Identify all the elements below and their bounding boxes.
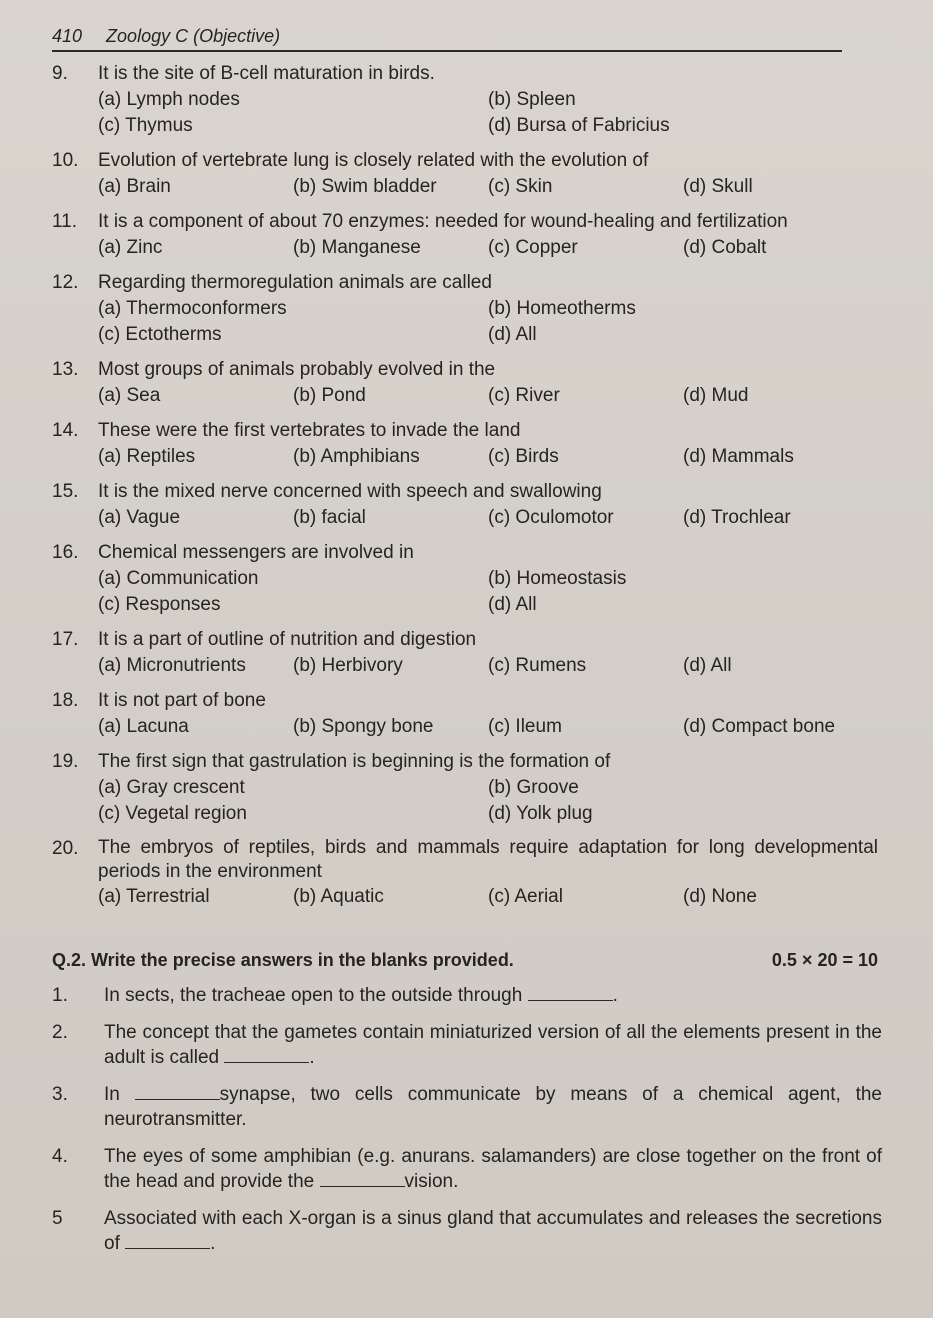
question-number: 9. — [52, 63, 68, 84]
option: (b) Homeostasis — [488, 568, 627, 589]
option: (b) Groove — [488, 777, 579, 798]
question-stem — [52, 209, 885, 235]
question-number: 17. — [52, 629, 79, 650]
question-text: The embryos of reptiles, birds and mammals require adaptation for long developmental periods in the environment — [98, 837, 878, 882]
question-stem — [52, 540, 885, 566]
answer-blank[interactable] — [125, 1234, 210, 1249]
question-number: 18. — [52, 690, 79, 711]
blank-text-before: The concept that the gametes contain miniaturized version of all the elements present in the adult is called — [104, 1022, 882, 1068]
section-q2-heading — [52, 950, 878, 971]
book-title: Zoology C (Objective) — [106, 26, 281, 46]
option: (d) Compact bone — [683, 716, 836, 737]
option: (a) Gray crescent — [98, 777, 245, 798]
option: (d) Mammals — [683, 446, 794, 467]
option: (c) River — [488, 385, 560, 406]
option: (b) facial — [293, 507, 366, 528]
blank-text-after: . — [309, 1047, 315, 1068]
blank-text — [104, 983, 882, 1008]
question-text: It is not part of bone — [98, 690, 266, 711]
question-text: It is a part of outline of nutrition and digestion — [98, 629, 477, 650]
options-list — [52, 383, 885, 409]
options-list — [52, 505, 885, 531]
option: (d) Mud — [683, 385, 749, 406]
option: (c) Skin — [488, 176, 553, 197]
options-list — [52, 566, 885, 618]
question-stem — [52, 61, 885, 87]
option: (a) Zinc — [98, 237, 163, 258]
option: (d) All — [683, 655, 732, 676]
question-number: 10. — [52, 150, 79, 171]
mcq-item — [52, 209, 885, 261]
question-text: Evolution of vertebrate lung is closely related with the evolution of — [98, 150, 649, 171]
option: (c) Ectotherms — [98, 324, 222, 345]
option: (b) Manganese — [293, 237, 421, 258]
question-stem — [52, 479, 885, 505]
question-stem — [52, 418, 885, 444]
page-header — [52, 26, 842, 52]
option: (b) Homeotherms — [488, 298, 636, 319]
question-text: Regarding thermoregulation animals are called — [98, 272, 492, 293]
mcq-item — [52, 479, 885, 531]
options-list — [52, 174, 885, 200]
option: (b) Spleen — [488, 89, 576, 110]
question-text: These were the first vertebrates to invade the land — [98, 420, 521, 441]
blank-text — [104, 1020, 882, 1070]
question-number: 19. — [52, 751, 79, 772]
option: (a) Thermoconformers — [98, 298, 287, 319]
blank-text-after: . — [612, 985, 618, 1006]
question-number: 16. — [52, 542, 79, 563]
mcq-item — [52, 270, 885, 348]
option: (a) Terrestrial — [98, 886, 210, 907]
mcq-item — [52, 540, 885, 618]
page-number: 410 — [52, 26, 83, 46]
answer-blank[interactable] — [224, 1048, 309, 1063]
question-text: It is the mixed nerve concerned with speech and swallowing — [98, 481, 602, 502]
question-stem — [52, 627, 885, 653]
mcq-item — [52, 148, 885, 200]
option: (d) Trochlear — [683, 507, 791, 528]
question-stem — [52, 749, 885, 775]
option: (a) Micronutrients — [98, 655, 246, 676]
option: (c) Thymus — [98, 115, 193, 136]
option: (a) Brain — [98, 176, 171, 197]
q2-title: Q.2. Write the precise answers in the blanks provided. — [52, 950, 514, 970]
blank-number: 2. — [52, 1022, 68, 1043]
mcq-item — [52, 418, 885, 470]
mcq-item — [52, 836, 885, 910]
option: (d) All — [488, 594, 537, 615]
options-list — [52, 296, 885, 348]
option: (a) Lacuna — [98, 716, 189, 737]
question-text: It is the site of B-cell maturation in birds. — [98, 63, 435, 84]
option: (b) Swim bladder — [293, 176, 437, 197]
question-number: 20. — [52, 838, 79, 859]
answer-blank[interactable] — [135, 1085, 220, 1100]
options-list — [52, 884, 885, 910]
option: (a) Lymph nodes — [98, 89, 240, 110]
option: (a) Vague — [98, 507, 181, 528]
blank-number: 5 — [52, 1208, 63, 1229]
option: (b) Aquatic — [293, 886, 384, 907]
option: (d) Bursa of Fabricius — [488, 115, 670, 136]
question-number: 12. — [52, 272, 79, 293]
blank-text-after: synapse, two cells communicate by means of a chemical agent, the neurotransmitter. — [104, 1084, 882, 1130]
fill-in-blank-list — [52, 983, 885, 1256]
question-stem — [52, 688, 885, 714]
question-text: It is a component of about 70 enzymes: needed for wound-healing and fertilization — [98, 211, 788, 232]
answer-blank[interactable] — [320, 1172, 405, 1187]
answer-blank[interactable] — [528, 986, 613, 1001]
blank-text — [104, 1082, 882, 1132]
blank-item — [52, 1082, 882, 1132]
question-stem — [52, 836, 885, 884]
blank-item — [52, 1206, 882, 1256]
question-text: Most groups of animals probably evolved in the — [98, 359, 496, 380]
question-stem — [52, 148, 885, 174]
mcq-item — [52, 61, 885, 139]
options-list — [52, 775, 885, 827]
blank-number: 1. — [52, 985, 68, 1006]
q2-marks: 0.5 × 20 = 10 — [771, 950, 878, 970]
question-number: 13. — [52, 359, 79, 380]
options-list — [52, 235, 885, 261]
blank-text-before: The eyes of some amphibian (e.g. anurans. salamanders) are close together on the front of the head and provide the — [104, 1146, 882, 1192]
options-list — [52, 87, 885, 139]
option: (d) Skull — [683, 176, 753, 197]
question-stem — [52, 270, 885, 296]
option: (d) Cobalt — [683, 237, 767, 258]
option: (d) Yolk plug — [488, 803, 593, 824]
question-number: 15. — [52, 481, 79, 502]
option: (b) Amphibians — [293, 446, 420, 467]
blank-number: 3. — [52, 1084, 68, 1105]
option: (c) Birds — [488, 446, 559, 467]
blank-item — [52, 983, 882, 1008]
option: (b) Spongy bone — [293, 716, 434, 737]
option: (c) Vegetal region — [98, 803, 247, 824]
mcq-item — [52, 627, 885, 679]
option: (c) Oculomotor — [488, 507, 614, 528]
options-list — [52, 444, 885, 470]
blank-text-after: . — [210, 1233, 216, 1254]
option: (a) Communication — [98, 568, 259, 589]
option: (a) Reptiles — [98, 446, 196, 467]
question-text: Chemical messengers are involved in — [98, 542, 414, 563]
mcq-item — [52, 688, 885, 740]
option: (a) Sea — [98, 385, 161, 406]
blank-text-before: In — [104, 1084, 120, 1105]
blank-text — [104, 1144, 882, 1194]
option: (c) Ileum — [488, 716, 562, 737]
blank-text-after: vision. — [404, 1171, 459, 1192]
mcq-item — [52, 749, 885, 827]
blank-text — [104, 1206, 882, 1256]
option: (b) Pond — [293, 385, 366, 406]
option: (d) None — [683, 886, 757, 907]
blank-item — [52, 1144, 882, 1194]
question-text: The first sign that gastrulation is beginning is the formation of — [98, 751, 611, 772]
option: (c) Copper — [488, 237, 578, 258]
option: (c) Responses — [98, 594, 221, 615]
option: (b) Herbivory — [293, 655, 403, 676]
option: (c) Rumens — [488, 655, 587, 676]
mcq-item — [52, 357, 885, 409]
blank-text-before: Associated with each X-organ is a sinus gland that accumulates and releases the secretions of — [104, 1208, 882, 1254]
option: (c) Aerial — [488, 886, 563, 907]
question-stem — [52, 357, 885, 383]
blank-item — [52, 1020, 882, 1070]
options-list — [52, 714, 885, 740]
blank-text-before: In sects, the tracheae open to the outside through — [104, 985, 523, 1006]
mcq-list — [52, 61, 885, 910]
option: (d) All — [488, 324, 537, 345]
question-number: 14. — [52, 420, 79, 441]
question-number: 11. — [52, 211, 78, 232]
blank-number: 4. — [52, 1146, 68, 1167]
options-list — [52, 653, 885, 679]
